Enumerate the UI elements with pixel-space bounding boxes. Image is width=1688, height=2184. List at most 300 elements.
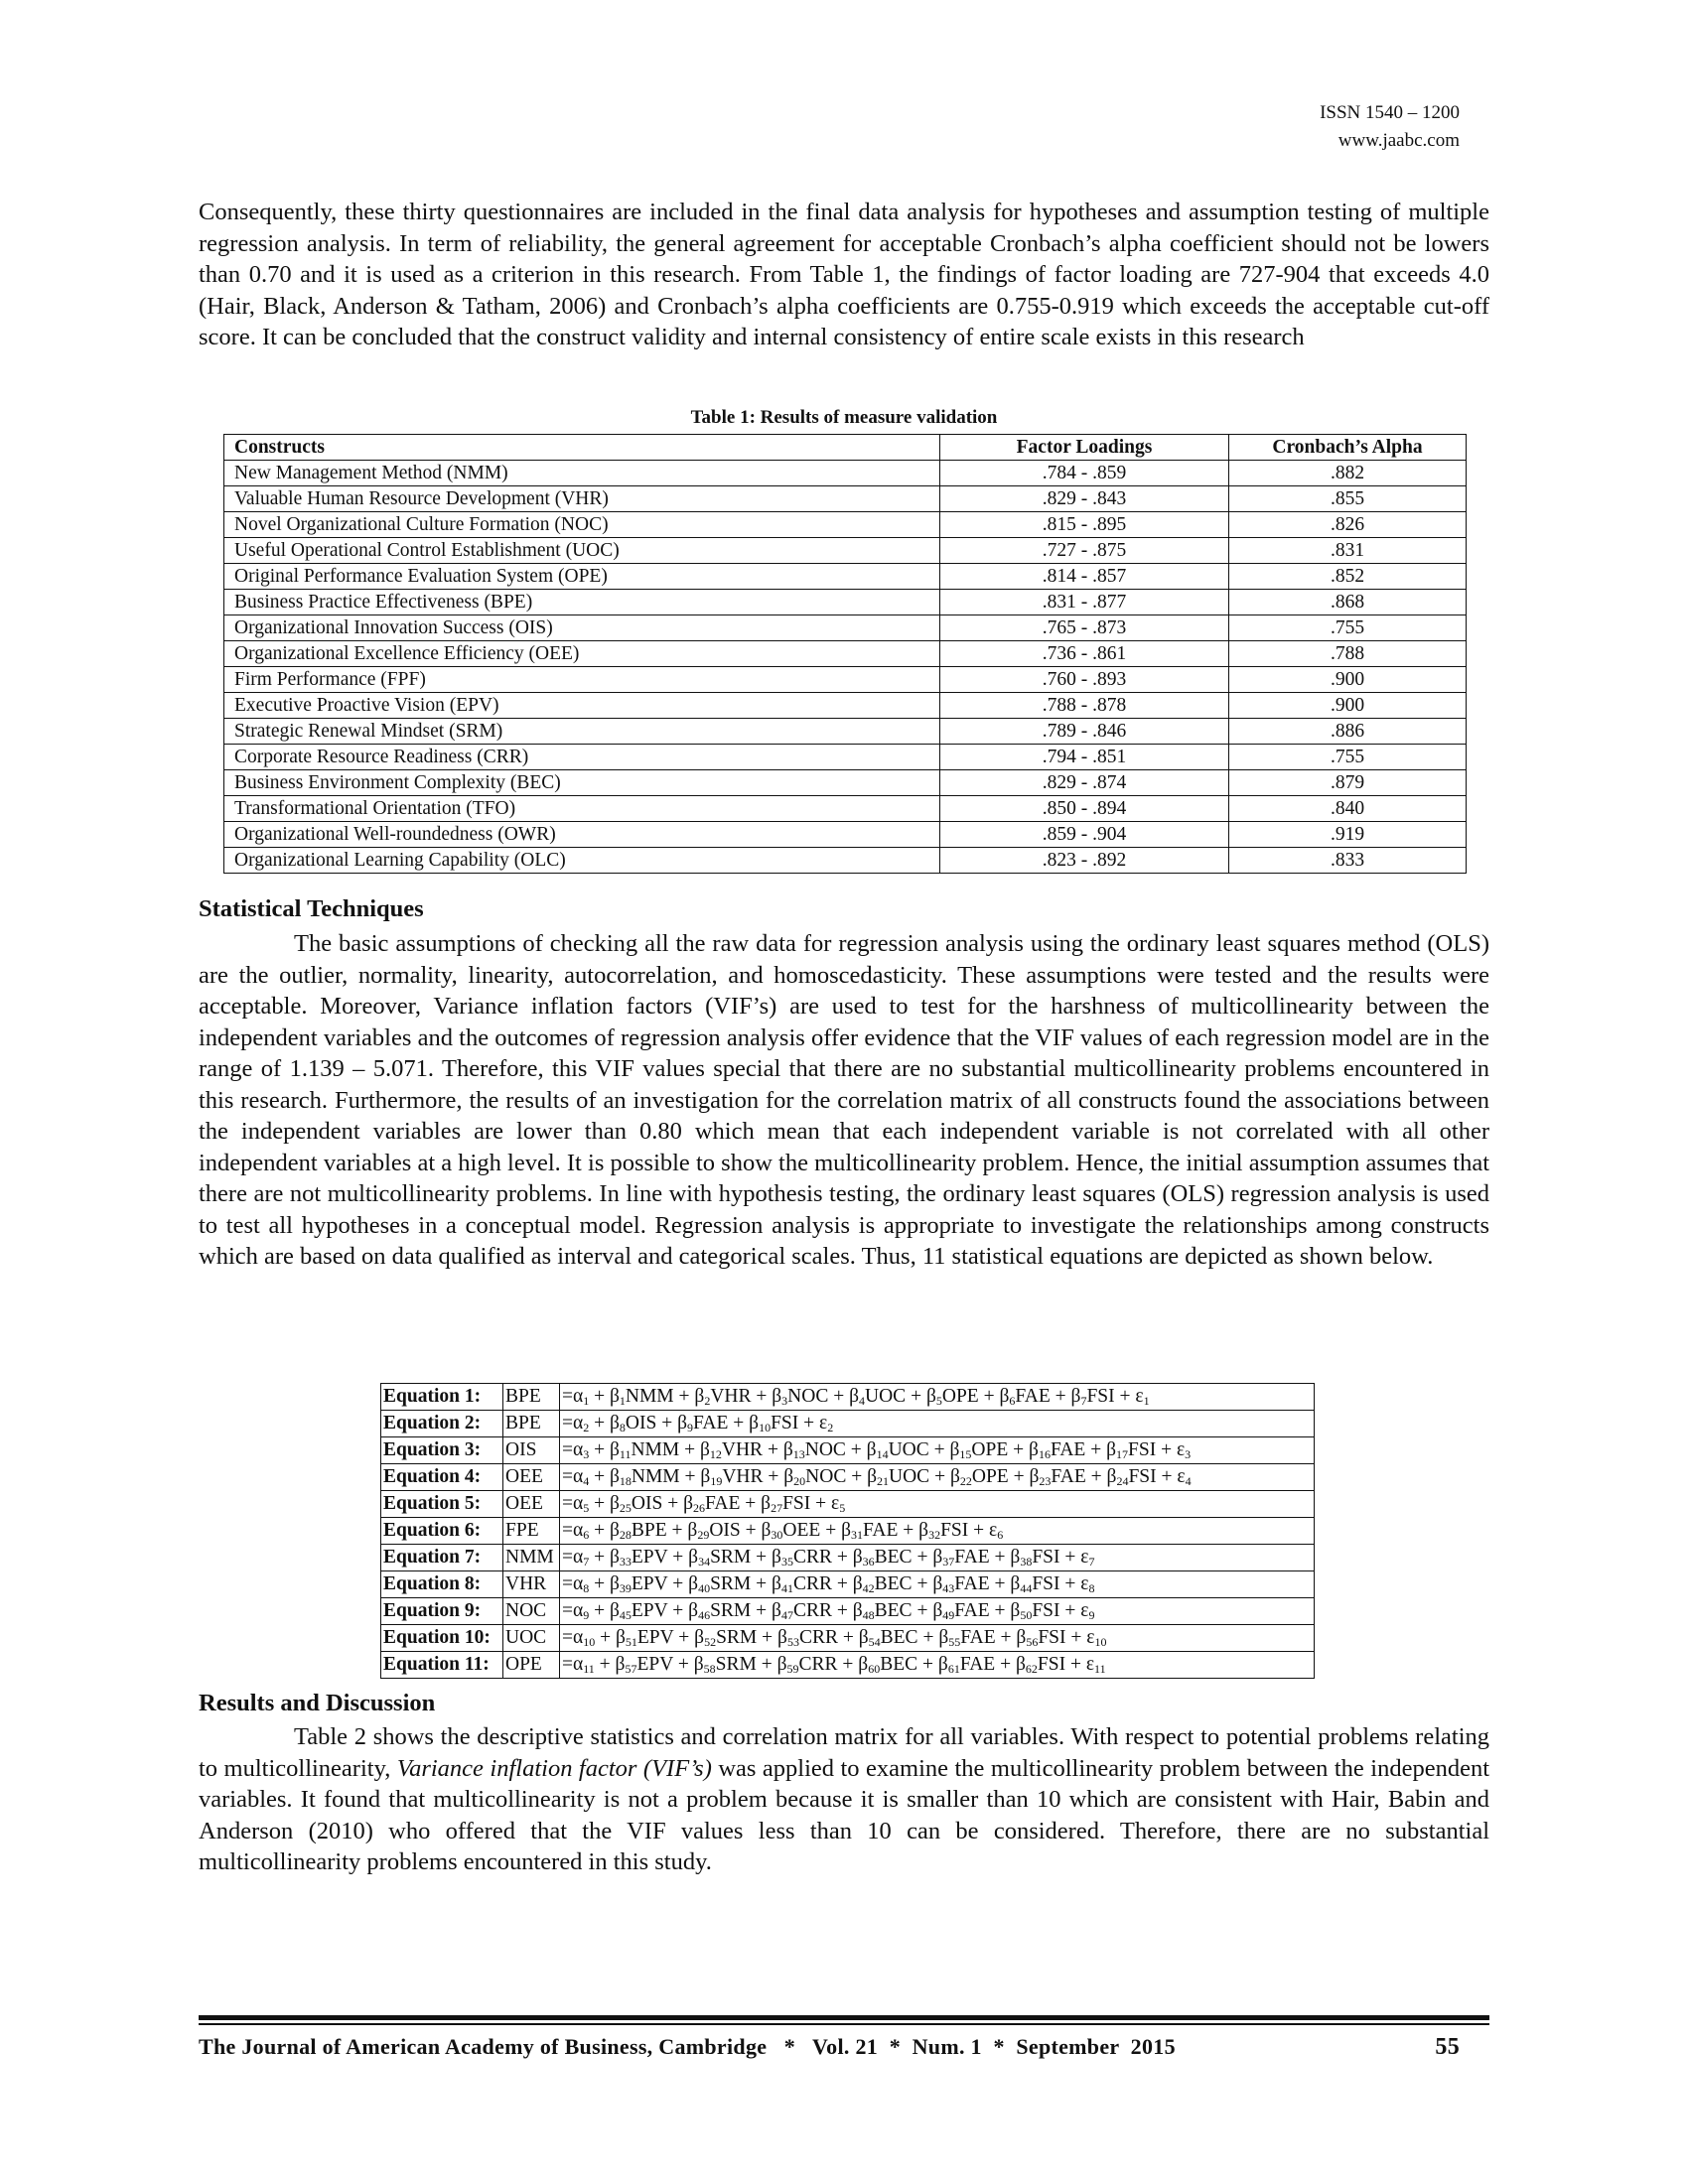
table-row: [224, 641, 1467, 667]
equals-sign: =: [562, 1493, 573, 1514]
term-subscript: 11: [583, 1662, 595, 1676]
equation-dependent-variable: VHR: [503, 1571, 560, 1598]
term-subscript: 3: [583, 1447, 590, 1461]
equation-expression: $=\alpha_5 + \beta_{25}OIS + \beta_{26}FAE + \beta_{27}FSI + \varepsilon_5$: [560, 1491, 1315, 1518]
equation-term: [1135, 1386, 1149, 1407]
term-symbol: β: [925, 1386, 936, 1407]
term-symbol: β: [1010, 1600, 1021, 1621]
cell-cronbach-alpha: .879: [1229, 770, 1467, 796]
term-subscript: 8: [583, 1581, 590, 1595]
term-symbol: β: [694, 1386, 705, 1407]
equation-label: Equation 9:: [381, 1598, 503, 1625]
equation-dependent-variable: NMM: [503, 1545, 560, 1571]
equation-label: Equation 2:: [381, 1411, 503, 1437]
term-variable: CRR: [798, 1654, 838, 1675]
term-symbol: β: [694, 1627, 705, 1648]
equation-label: Equation 10:: [381, 1625, 503, 1652]
term-symbol: α: [573, 1600, 584, 1621]
term-symbol: β: [852, 1573, 863, 1594]
term-variable: FAE: [954, 1600, 990, 1621]
equation-term: [573, 1466, 589, 1487]
equation-term: [932, 1547, 989, 1568]
term-variable: FAE: [1050, 1439, 1086, 1460]
term-symbol: β: [761, 1520, 772, 1541]
term-symbol: α: [573, 1466, 584, 1487]
website-text: www.jaabc.com: [1337, 130, 1460, 151]
term-subscript: 43: [942, 1581, 955, 1595]
term-symbol: α: [573, 1654, 584, 1675]
term-symbol: ε: [1080, 1547, 1089, 1568]
equation-term: [867, 1439, 929, 1460]
term-subscript: 50: [1020, 1608, 1033, 1622]
equation-row: [381, 1411, 1315, 1437]
term-symbol: α: [573, 1573, 584, 1594]
cell-construct: Useful Operational Control Establishment (UOC): [224, 538, 940, 564]
term-symbol: β: [609, 1466, 620, 1487]
table-row: [224, 822, 1467, 848]
term-symbol: β: [1106, 1466, 1117, 1487]
page-footer: [199, 2034, 1489, 2060]
table-row: [224, 590, 1467, 615]
term-subscript: 55: [948, 1635, 961, 1649]
equation-label: Equation 8:: [381, 1571, 503, 1598]
term-variable: FSI: [1038, 1627, 1066, 1648]
equation-term: [858, 1654, 917, 1675]
term-subscript: 38: [1020, 1555, 1033, 1569]
equation-row: [381, 1571, 1315, 1598]
equation-dependent-variable: OEE: [503, 1491, 560, 1518]
equation-term: [1016, 1654, 1065, 1675]
term-subscript: 58: [703, 1662, 716, 1676]
term-subscript: 5: [935, 1394, 942, 1408]
term-symbol: β: [615, 1654, 626, 1675]
term-subscript: 5: [839, 1501, 846, 1515]
term-subscript: 34: [698, 1555, 711, 1569]
term-symbol: β: [776, 1654, 787, 1675]
term-subscript: 10: [583, 1635, 596, 1649]
equation-term: [772, 1547, 832, 1568]
term-symbol: β: [693, 1654, 704, 1675]
cell-factor-loadings: .736 - .861: [940, 641, 1229, 667]
cell-cronbach-alpha: .886: [1229, 719, 1467, 745]
equation-term: [1080, 1573, 1094, 1594]
term-symbol: β: [688, 1600, 699, 1621]
term-subscript: 40: [698, 1581, 711, 1595]
term-subscript: 7: [1080, 1394, 1087, 1408]
equation-term: [573, 1386, 589, 1407]
term-variable: FAE: [959, 1654, 996, 1675]
term-variable: NMM: [625, 1386, 674, 1407]
term-variable: FSI: [771, 1413, 799, 1433]
term-variable: FAE: [954, 1573, 990, 1594]
term-variable: SRM: [715, 1654, 757, 1675]
term-subscript: 54: [868, 1635, 881, 1649]
table-row: [224, 745, 1467, 770]
term-variable: CRR: [792, 1573, 832, 1594]
term-variable: FSI: [1032, 1547, 1060, 1568]
term-variable: VHR: [722, 1466, 764, 1487]
equation-term: [853, 1600, 913, 1621]
term-subscript: 2: [704, 1394, 711, 1408]
equation-expression: $=\alpha_7 + \beta_{33}EPV + \beta_{34}SRM + \beta_{35}CRR + \beta_{36}BEC + \beta_{37}FAE + \beta_{38}FSI + \varepsilon_7$: [560, 1545, 1315, 1571]
term-symbol: β: [932, 1573, 943, 1594]
measure-validation-table: [223, 434, 1467, 874]
term-symbol: α: [573, 1413, 584, 1433]
term-symbol: β: [937, 1654, 948, 1675]
term-symbol: ε: [1085, 1654, 1095, 1675]
results-paragraph: [199, 1721, 1489, 1878]
equation-term: [926, 1386, 979, 1407]
term-symbol: β: [1010, 1573, 1021, 1594]
header-cronbach-alpha: Cronbach’s Alpha: [1229, 435, 1467, 461]
term-subscript: 33: [619, 1555, 632, 1569]
term-symbol: β: [688, 1547, 699, 1568]
equation-row: [381, 1437, 1315, 1464]
page-number: 55: [1435, 2034, 1460, 2060]
term-subscript: 11: [619, 1447, 632, 1461]
cell-cronbach-alpha: .831: [1229, 538, 1467, 564]
equation-row: [381, 1491, 1315, 1518]
term-variable: SRM: [716, 1627, 758, 1648]
cell-cronbach-alpha: .882: [1229, 461, 1467, 486]
term-symbol: α: [573, 1520, 584, 1541]
table-row: [224, 667, 1467, 693]
cell-construct: Business Practice Effectiveness (BPE): [224, 590, 940, 615]
cell-factor-loadings: .788 - .878: [940, 693, 1229, 719]
term-subscript: 28: [619, 1528, 632, 1542]
term-subscript: 46: [698, 1608, 711, 1622]
term-symbol: β: [683, 1493, 693, 1514]
term-variable: BEC: [880, 1627, 918, 1648]
equation-label: Equation 1:: [381, 1384, 503, 1411]
equation-term: [694, 1654, 757, 1675]
equations-table: [380, 1383, 1315, 1679]
equation-term: [761, 1493, 810, 1514]
term-subscript: 19: [710, 1474, 723, 1488]
term-subscript: 39: [619, 1581, 632, 1595]
term-subscript: 1: [619, 1394, 626, 1408]
cell-construct: Organizational Excellence Efficiency (OEE): [224, 641, 940, 667]
term-variable: BEC: [874, 1547, 913, 1568]
term-symbol: β: [932, 1600, 943, 1621]
equation-term: [1080, 1600, 1094, 1621]
equation-term: [777, 1627, 838, 1648]
term-subscript: 61: [947, 1662, 960, 1676]
equals-sign: =: [562, 1439, 573, 1460]
term-subscript: 7: [1088, 1555, 1095, 1569]
equals-sign: =: [562, 1520, 573, 1541]
term-variable: FAE: [704, 1493, 741, 1514]
term-symbol: β: [761, 1493, 772, 1514]
equation-term: [1177, 1466, 1191, 1487]
term-symbol: β: [866, 1439, 877, 1460]
cell-construct: Strategic Renewal Mindset (SRM): [224, 719, 940, 745]
term-symbol: ε: [1135, 1386, 1144, 1407]
equation-term: [573, 1627, 595, 1648]
term-symbol: α: [573, 1547, 584, 1568]
term-subscript: 12: [709, 1447, 722, 1461]
header-factor-loadings: Factor Loadings: [940, 435, 1229, 461]
equation-term: [1086, 1627, 1106, 1648]
equation-term: [688, 1573, 751, 1594]
term-subscript: 25: [619, 1501, 632, 1515]
equation-term: [772, 1573, 832, 1594]
term-variable: OPE: [941, 1386, 979, 1407]
equation-term: [573, 1573, 589, 1594]
term-subscript: 4: [583, 1474, 590, 1488]
equation-term: [610, 1439, 679, 1460]
equation-term: [762, 1520, 821, 1541]
equation-term: [573, 1547, 589, 1568]
equation-term: [853, 1547, 913, 1568]
equation-term: [831, 1493, 845, 1514]
term-variable: OPE: [971, 1466, 1009, 1487]
term-variable: FSI: [1037, 1654, 1066, 1675]
equation-term: [841, 1520, 898, 1541]
term-symbol: ε: [1176, 1439, 1186, 1460]
cell-construct: Business Environment Complexity (BEC): [224, 770, 940, 796]
equation-term: [999, 1386, 1050, 1407]
term-subscript: 2: [583, 1421, 590, 1434]
term-subscript: 56: [1026, 1635, 1039, 1649]
cell-cronbach-alpha: .840: [1229, 796, 1467, 822]
equation-term: [610, 1386, 674, 1407]
term-subscript: 36: [862, 1555, 875, 1569]
term-subscript: 49: [942, 1608, 955, 1622]
equation-term: [777, 1654, 838, 1675]
cell-factor-loadings: .794 - .851: [940, 745, 1229, 770]
term-variable: NMM: [631, 1439, 680, 1460]
term-subscript: 21: [877, 1474, 890, 1488]
equation-label: Equation 6:: [381, 1518, 503, 1545]
equation-term: [616, 1627, 673, 1648]
equation-term: [688, 1547, 751, 1568]
term-subscript: 6: [583, 1528, 590, 1542]
term-subscript: 1: [1143, 1394, 1150, 1408]
term-variable: EPV: [636, 1627, 674, 1648]
term-variable: FSI: [1086, 1386, 1115, 1407]
term-symbol: β: [687, 1520, 698, 1541]
cell-construct: New Management Method (NMM): [224, 461, 940, 486]
cell-factor-loadings: .815 - .895: [940, 512, 1229, 538]
term-variable: OIS: [709, 1520, 741, 1541]
table-row: [224, 693, 1467, 719]
term-variable: FSI: [1128, 1439, 1157, 1460]
term-symbol: ε: [1086, 1627, 1095, 1648]
term-symbol: α: [573, 1627, 584, 1648]
equation-term: [677, 1413, 728, 1433]
results-text-after: was applied to examine the multicollinearity problem between the independent variables. It found that multicollinearity is not a problem because it is smaller than 10 which are consistent with Hair, Babin and Anderson (2010) who offered that the VIF values less than 10 can be considered. Therefore, there are no substantial multicollinearity problems encountered in this study.: [199, 1754, 1490, 1875]
term-subscript: 10: [759, 1421, 772, 1434]
term-subscript: 10: [1094, 1635, 1107, 1649]
term-symbol: ε: [1080, 1573, 1089, 1594]
term-symbol: β: [772, 1386, 782, 1407]
term-subscript: 23: [1039, 1474, 1052, 1488]
equation-dependent-variable: NOC: [503, 1598, 560, 1625]
term-subscript: 44: [1020, 1581, 1033, 1595]
equation-term: [783, 1439, 846, 1460]
term-subscript: 52: [704, 1635, 717, 1649]
term-variable: OIS: [625, 1413, 657, 1433]
term-subscript: 26: [692, 1501, 705, 1515]
equation-term: [573, 1439, 589, 1460]
term-symbol: β: [749, 1413, 760, 1433]
equals-sign: =: [562, 1466, 573, 1487]
equation-term: [573, 1520, 589, 1541]
cell-cronbach-alpha: .868: [1229, 590, 1467, 615]
cell-construct: Firm Performance (FPF): [224, 667, 940, 693]
term-symbol: β: [772, 1573, 781, 1594]
term-symbol: ε: [989, 1520, 998, 1541]
term-variable: UOC: [865, 1386, 907, 1407]
table-row: [224, 564, 1467, 590]
equation-term: [932, 1573, 989, 1594]
term-subscript: 6: [997, 1528, 1004, 1542]
term-variable: FAE: [954, 1547, 990, 1568]
equation-term: [772, 1600, 832, 1621]
term-variable: NMM: [631, 1466, 680, 1487]
cell-construct: Executive Proactive Vision (EPV): [224, 693, 940, 719]
term-variable: UOC: [889, 1466, 930, 1487]
term-subscript: 32: [928, 1528, 941, 1542]
equation-term: [610, 1466, 680, 1487]
term-symbol: β: [609, 1493, 620, 1514]
term-symbol: β: [1070, 1386, 1081, 1407]
equation-row: [381, 1545, 1315, 1571]
term-symbol: β: [1015, 1654, 1026, 1675]
equals-sign: =: [562, 1573, 573, 1594]
term-subscript: 53: [786, 1635, 799, 1649]
equals-sign: =: [562, 1547, 573, 1568]
equation-term: [610, 1413, 656, 1433]
term-variable: BEC: [880, 1654, 918, 1675]
term-variable: UOC: [888, 1439, 929, 1460]
equation-term: [694, 1627, 757, 1648]
equation-term: [783, 1466, 846, 1487]
equation-term: [610, 1520, 667, 1541]
term-symbol: β: [777, 1627, 787, 1648]
term-subscript: 8: [619, 1421, 626, 1434]
equation-term: [938, 1627, 995, 1648]
term-subscript: 13: [792, 1447, 805, 1461]
term-subscript: 2: [827, 1421, 834, 1434]
term-symbol: α: [573, 1493, 584, 1514]
cell-factor-loadings: .859 - .904: [940, 822, 1229, 848]
equation-term: [1010, 1600, 1059, 1621]
equation-dependent-variable: UOC: [503, 1625, 560, 1652]
term-symbol: β: [858, 1627, 869, 1648]
equals-sign: =: [562, 1413, 573, 1433]
term-symbol: β: [700, 1466, 711, 1487]
term-symbol: β: [688, 1573, 699, 1594]
term-variable: BEC: [874, 1573, 913, 1594]
term-subscript: 17: [1116, 1447, 1129, 1461]
equation-expression: $=\alpha_6 + \beta_{28}BPE + \beta_{29}OIS + \beta_{30}OEE + \beta_{31}FAE + \beta_{32}FSI + \varepsilon_6$: [560, 1518, 1315, 1545]
equation-term: [950, 1439, 1009, 1460]
equation-term: [688, 1600, 751, 1621]
equation-dependent-variable: BPE: [503, 1384, 560, 1411]
term-variable: BEC: [874, 1600, 913, 1621]
term-variable: SRM: [710, 1573, 752, 1594]
cell-construct: Organizational Well-roundedness (OWR): [224, 822, 940, 848]
term-variable: EPV: [631, 1600, 668, 1621]
term-subscript: 41: [780, 1581, 793, 1595]
term-symbol: β: [699, 1439, 710, 1460]
equation-term: [694, 1386, 751, 1407]
term-subscript: 29: [697, 1528, 710, 1542]
term-symbol: β: [1029, 1466, 1040, 1487]
equation-term: [772, 1386, 828, 1407]
term-variable: FAE: [1015, 1386, 1051, 1407]
equation-term: [610, 1573, 667, 1594]
term-symbol: α: [573, 1386, 584, 1407]
equation-term: [683, 1493, 740, 1514]
table-row: [224, 615, 1467, 641]
cell-cronbach-alpha: .900: [1229, 693, 1467, 719]
equals-sign: =: [562, 1654, 573, 1675]
term-subscript: 4: [1185, 1474, 1192, 1488]
cell-factor-loadings: .784 - .859: [940, 461, 1229, 486]
term-subscript: 9: [583, 1608, 590, 1622]
cell-construct: Organizational Learning Capability (OLC): [224, 848, 940, 874]
term-symbol: β: [772, 1547, 781, 1568]
equation-term: [989, 1520, 1003, 1541]
term-variable: FAE: [692, 1413, 729, 1433]
term-symbol: β: [609, 1600, 620, 1621]
equation-label: Equation 7:: [381, 1545, 503, 1571]
journal-citation: The Journal of American Academy of Business, Cambridge * Vol. 21 * Num. 1 * September 2015: [199, 2034, 1176, 2059]
equation-term: [1107, 1466, 1157, 1487]
cell-cronbach-alpha: .833: [1229, 848, 1467, 874]
equation-term: [1106, 1439, 1156, 1460]
term-variable: OEE: [782, 1520, 821, 1541]
term-variable: FAE: [1051, 1466, 1086, 1487]
term-variable: VHR: [721, 1439, 764, 1460]
equation-row: [381, 1598, 1315, 1625]
term-symbol: β: [677, 1413, 687, 1433]
equation-term: [1177, 1439, 1191, 1460]
term-variable: OPE: [971, 1439, 1009, 1460]
cell-construct: Organizational Innovation Success (OIS): [224, 615, 940, 641]
table-row: [224, 461, 1467, 486]
term-subscript: 27: [771, 1501, 783, 1515]
cell-construct: Transformational Orientation (TFO): [224, 796, 940, 822]
equation-term: [932, 1600, 989, 1621]
term-subscript: 14: [876, 1447, 889, 1461]
term-symbol: β: [858, 1654, 869, 1675]
equation-term: [819, 1413, 833, 1433]
table-row: [224, 719, 1467, 745]
equation-expression: $=\alpha_{10} + \beta_{51}EPV + \beta_{52}SRM + \beta_{53}CRR + \beta_{54}BEC + \beta_{55}FAE + \beta_{56}FSI + \varepsilon_{10}$: [560, 1625, 1315, 1652]
cell-factor-loadings: .831 - .877: [940, 590, 1229, 615]
equation-term: [610, 1600, 667, 1621]
term-variable: SRM: [710, 1547, 752, 1568]
term-variable: FSI: [1128, 1466, 1157, 1487]
equation-term: [700, 1439, 763, 1460]
table-header-row: [224, 435, 1467, 461]
cell-factor-loadings: .765 - .873: [940, 615, 1229, 641]
term-symbol: ε: [831, 1493, 840, 1514]
term-subscript: 11: [1094, 1662, 1106, 1676]
term-symbol: β: [609, 1547, 620, 1568]
term-subscript: 35: [780, 1555, 793, 1569]
cell-construct: Novel Organizational Culture Formation (NOC): [224, 512, 940, 538]
term-subscript: 18: [619, 1474, 632, 1488]
cell-cronbach-alpha: .852: [1229, 564, 1467, 590]
term-symbol: β: [999, 1386, 1010, 1407]
equation-label: Equation 3:: [381, 1437, 503, 1464]
cell-factor-loadings: .823 - .892: [940, 848, 1229, 874]
